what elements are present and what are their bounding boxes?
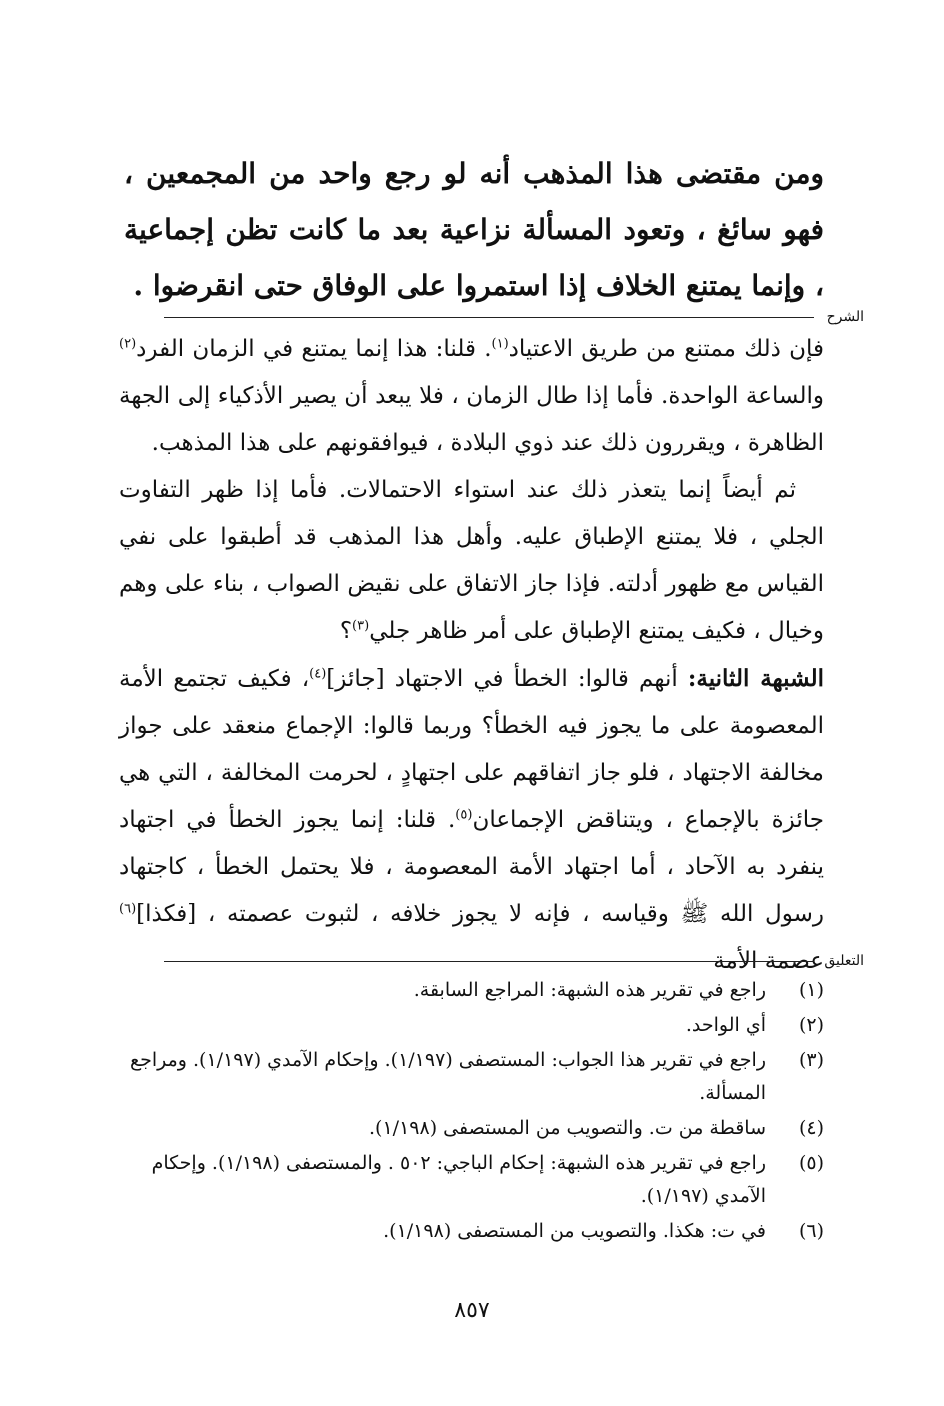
footnote: [119, 974, 824, 1007]
footnote: [119, 1009, 824, 1042]
footnote-number: (٥): [798, 1152, 824, 1174]
notes-divider: [164, 952, 864, 970]
sharh-divider: [164, 308, 864, 326]
footnote: [119, 1147, 824, 1213]
footnote-number: (٤): [798, 1117, 824, 1139]
footnote-text: أي الواحد.: [685, 1014, 766, 1036]
footnote-ref-5: (٥): [455, 807, 473, 823]
footnote: [119, 1215, 824, 1248]
footnote-number: (١): [798, 979, 824, 1001]
footnote-text: ساقطة من ت. والتصويب من المستصفى (١/١٩٨).: [369, 1117, 766, 1139]
sharh-rule: [164, 317, 814, 318]
footnote-ref-2: (٢): [119, 336, 137, 352]
page-number: ٨٥٧: [454, 1298, 490, 1323]
notes-rule: [164, 961, 814, 962]
footnote-text: في ت: هكذا. والتصويب من المستصفى (١/١٩٨).: [383, 1220, 766, 1242]
footnote-ref-1: (١): [491, 336, 509, 352]
footnote-text: راجع في تقرير هذه الشبهة: إحكام الباجي: ٥٠٢ . والمستصفى (١/١٩٨). وإحكام الآمدي (١/١٩٧).: [151, 1152, 766, 1207]
matn-text: [124, 146, 824, 314]
commentary-paragraph-3: الشبهة الثانية: أنهم قالوا: الخطأ في الاجتهاد [جائز]$^{(٤)}$، فكيف تجتمع الأمة المعصومة على ما يجوز فيه الخطأ؟ وربما قالوا: الإجماع منعقد على جواز مخالفة الاجتهاد ، فلو جاز اتفاقهم على اجتهادٍ ، لحرمت المخالفة ، التي هي جائزة بالإجماع ، ويتناقض الإجماعان$^{(٥)}$. قلنا: إنما يجوز الخطأ في اجتهاد ينفرد به الآحاد ، أما اجتهاد الأمة المعصومة ، فلا يحتمل الخطأ ، كاجتهاد رسول الله ﷺ وقياسه ، فإنه لا يجوز خلافه ، لثبوت عصمته ، [فكذا]$^{(٦)}$ عصمة الأمة: [119, 665, 824, 974]
commentary: [119, 326, 824, 985]
footnote-number: (٣): [798, 1049, 824, 1071]
footnote: [119, 1044, 824, 1110]
sharh-label: الشرح: [826, 309, 864, 325]
commentary-paragraph-2: ثم أيضاً إنما يتعذر ذلك عند استواء الاحتمالات. فأما إذا ظهر التفاوت الجلي ، فلا يمتنع الإطباق عليه. وأهل هذا المذهب قد أطبقوا على نفي القياس مع ظهور أدلته. فإذا جاز الاتفاق على نقيض الصواب ، بناء على وهم وخيال ، فكيف يمتنع الإطباق على أمر ظاهر جلي$^{(٣)}$؟: [119, 477, 824, 644]
footnote-ref-6: (٦): [119, 901, 137, 917]
notes-label: التعليق: [824, 953, 864, 969]
footnote-ref-3: (٣): [352, 618, 370, 634]
footnote: [119, 1112, 824, 1145]
footnote-ref-4: (٤): [309, 666, 327, 682]
section-heading: الشبهة الثانية:: [687, 665, 824, 692]
footnote-number: (٢): [798, 1014, 824, 1036]
footnote-text: راجع في تقرير هذا الجواب: المستصفى (١/١٩٧). وإحكام الآمدي (١/١٩٧). ومراجع المسألة.: [130, 1049, 766, 1104]
footnote-number: (٦): [798, 1220, 824, 1242]
footnote-text: راجع في تقرير هذه الشبهة: المراجع السابقة.: [413, 979, 766, 1001]
commentary-paragraph-1: فإن ذلك ممتنع من طريق الاعتياد$^{(١)}$. قلنا: هذا إنما يمتنع في الزمان الفرد$^{(٢)}$ والساعة الواحدة. فأما إذا طال الزمان ، فلا يبعد أن يصير الأذكياء إلى الجهة الظاهرة ، ويقررون ذلك عند ذوي البلادة ، فيوافقونهم على هذا المذهب.: [119, 336, 825, 456]
matn-paragraph: ومن مقتضى هذا المذهب أنه لو رجع واحد من المجمعين ، فهو سائغ ، وتعود المسألة نزاعية بعد ما كانت تظن إجماعية ، وإنما يمتنع الخلاف إذا استمروا على الوفاق حتى انقرضوا .: [124, 157, 824, 302]
footnotes: [119, 974, 824, 1250]
